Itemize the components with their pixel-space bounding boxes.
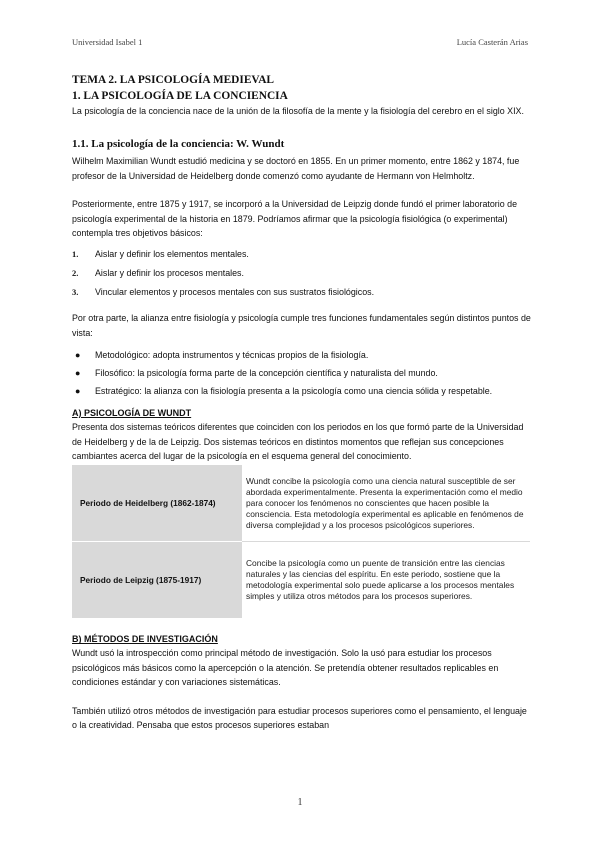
section-b-paragraph-1: Wundt usó la introspección como principal método de investigación. Solo la usó para estudiar los procesos psicológicos más básicos como la apercepción o la atención. Se pretendía obtener resultados replicables en condiciones estándar y con variaciones sistemáticas. bbox=[72, 648, 499, 688]
section-1-title: 1. LA PSICOLOGÍA DE LA CONCIENCIA bbox=[72, 90, 288, 102]
list-item: ● Filosófico: la psicología forma parte de la concepción científica y naturalista del mundo. bbox=[75, 368, 438, 379]
section-b-title: B) MÉTODOS DE INVESTIGACIÓN bbox=[72, 634, 218, 645]
period-label: Periodo de Heidelberg (1862-1874) bbox=[72, 465, 242, 542]
header-author: Lucía Casterán Arias bbox=[456, 37, 528, 47]
list-item: 2. Aislar y definir los procesos mentales. bbox=[72, 268, 244, 279]
period-description: Wundt concibe la psicología como una ciencia natural susceptible de ser abordada experimentalmente. Presenta la experimentación como el medio para conocer los fenómenos no conscientes que hacen posible la consciencia. Esta metodología experimental es aplicable en fenómenos de diversa complejidad y a los procesos psicológicos superiores. bbox=[242, 465, 530, 542]
functions-paragraph: Por otra parte, la alianza entre fisiología y psicología cumple tres funciones fundamentales según distintos puntos de vista: bbox=[72, 313, 531, 338]
period-label: Periodo de Leipzig (1875-1917) bbox=[72, 542, 242, 619]
bullet-icon: ● bbox=[75, 386, 81, 397]
topic-title: TEMA 2. LA PSICOLOGÍA MEDIEVAL bbox=[72, 74, 275, 86]
table-row bbox=[72, 542, 530, 619]
page-number: 1 bbox=[297, 797, 303, 808]
objectives-list bbox=[72, 248, 532, 299]
table-row bbox=[72, 465, 530, 542]
list-item: ● Metodológico: adopta instrumentos y técnicas propios de la fisiología. bbox=[75, 350, 369, 361]
periods-table bbox=[72, 465, 530, 618]
list-item: 3. Vincular elementos y procesos mentales con sus sustratos fisiológicos. bbox=[72, 287, 375, 298]
section-1-intro: La psicología de la conciencia nace de la unión de la filosofía de la mente y la fisiología del cerebro en el siglo XIX. bbox=[72, 106, 524, 116]
list-item: 1. Aislar y definir los elementos mentales. bbox=[72, 249, 249, 260]
list-item: ● Estratégico: la alianza con la fisiología presenta a la psicología como una ciencia sólida y respetable. bbox=[75, 386, 493, 397]
bullet-icon: ● bbox=[75, 368, 81, 379]
document-body bbox=[72, 72, 532, 733]
subsection-title: 1.1. La psicología de la conciencia: W. Wundt bbox=[72, 138, 285, 151]
wundt-bio-paragraph: Wilhelm Maximilian Wundt estudió medicina y se doctoró en 1855. En un primer momento, entre 1862 y 1874, fue profesor de la Universidad de Heidelberg donde comenzó como ayudante de Hermann von Helmholtz. bbox=[72, 156, 520, 181]
leipzig-paragraph: Posteriormente, entre 1875 y 1917, se incorporó a la Universidad de Leipzig donde fundó el primer laboratorio de psicología experimental de la historia en 1879. Podríamos afirmar que la psicología fisiológica (o experimental) contempla tres objetivos básicos: bbox=[72, 199, 518, 239]
section-b-paragraph-2: También utilizó otros métodos de investigación para estudiar procesos superiores como el pensamiento, el lenguaje o la creatividad. Pensaba que estos procesos superiores estaban bbox=[72, 705, 527, 731]
section-a-text: Presenta dos sistemas teóricos diferentes que coinciden con los periodos en los que formó parte de la Universidad de Heidelberg y de la de Leipzig. Dos sistemas teóricos en distintos momentos que reflejan sus concepciones cambiantes acerca del lugar de la psicología en el esquema general del conocimiento. bbox=[72, 422, 524, 462]
functions-list bbox=[72, 348, 532, 398]
header-university: Universidad Isabel 1 bbox=[72, 37, 143, 47]
section-a-title: A) PSICOLOGÍA DE WUNDT bbox=[72, 408, 192, 419]
period-description: Concibe la psicología como un puente de transición entre las ciencias naturales y las ciencias del espíritu. En este periodo, sostiene que la metodología experimental solo puede aplicarse a los procesos mentales simples y utiliza otros métodos para los procesos superiores. bbox=[246, 558, 515, 602]
bullet-icon: ● bbox=[75, 350, 81, 361]
